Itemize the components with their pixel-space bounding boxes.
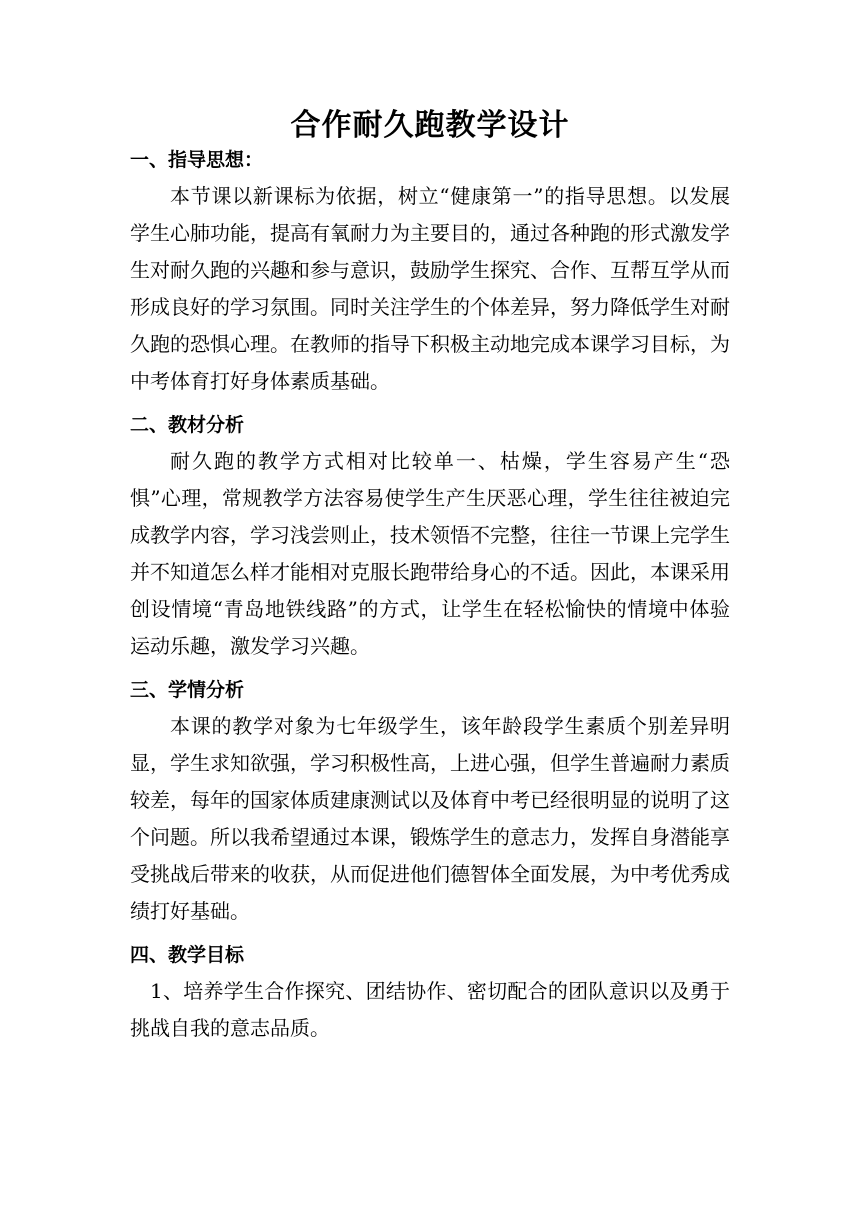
section-heading-material-analysis: 二、教材分析 [130, 414, 245, 436]
section-heading-teaching-objectives: 四、教学目标 [130, 944, 245, 966]
section-heading-student-analysis: 三、学情分析 [130, 679, 245, 701]
section-paragraph-teaching-objectives: 1、培养学生合作探究、团结协作、密切配合的团队意识以及勇于挑战自我的意志品质。 [130, 979, 730, 1040]
section-paragraph-material-analysis: 耐久跑的教学方式相对比较单一、枯燥，学生容易产生“恐惧”心理，常规教学方法容易使学生产生厌恶心理，学生往往被迫完成教学内容，学习浅尝则止，技术领悟不完整，往往一节课上完学生并不知道怎么样才能相对克服长跑带给身心的不适。因此，本课采用创设情境“青岛地铁线路”的方式，让学生在轻松愉快的情境中体验运动乐趣，激发学习兴趣。 [130, 449, 730, 658]
document-title: 合作耐久跑教学设计 [290, 108, 570, 143]
spacer [130, 930, 730, 937]
section-heading-guiding-ideology: 一、指导思想： [130, 149, 264, 171]
section-paragraph-student-analysis: 本课的教学对象为七年级学生，该年龄段学生素质个别差异明显，学生求知欲强，学习积极性高，上进心强，但学生普遍耐力素质较差，每年的国家体质建康测试以及体育中考已经很明显的说明了这个问题。所以我希望通过本课，锻炼学生的意志力，发挥自身潜能享受挑战后带来的收获，从而促进他们德智体全面发展，为中考优秀成绩打好基础。 [130, 714, 730, 923]
spacer [130, 665, 730, 672]
document-body [130, 142, 730, 1047]
spacer [130, 400, 730, 407]
section-paragraph-guiding-ideology: 本节课以新课标为依据，树立“健康第一”的指导思想。以发展学生心肺功能，提高有氧耐力为主要目的，通过各种跑的形式激发学生对耐久跑的兴趣和参与意识，鼓励学生探究、合作、互帮互学从而形成良好的学习氛围。同时关注学生的个体差异，努力降低学生对耐久跑的恐惧心理。在教师的指导下积极主动地完成本课学习目标，为中考体育打好身体素质基础。 [130, 184, 730, 393]
